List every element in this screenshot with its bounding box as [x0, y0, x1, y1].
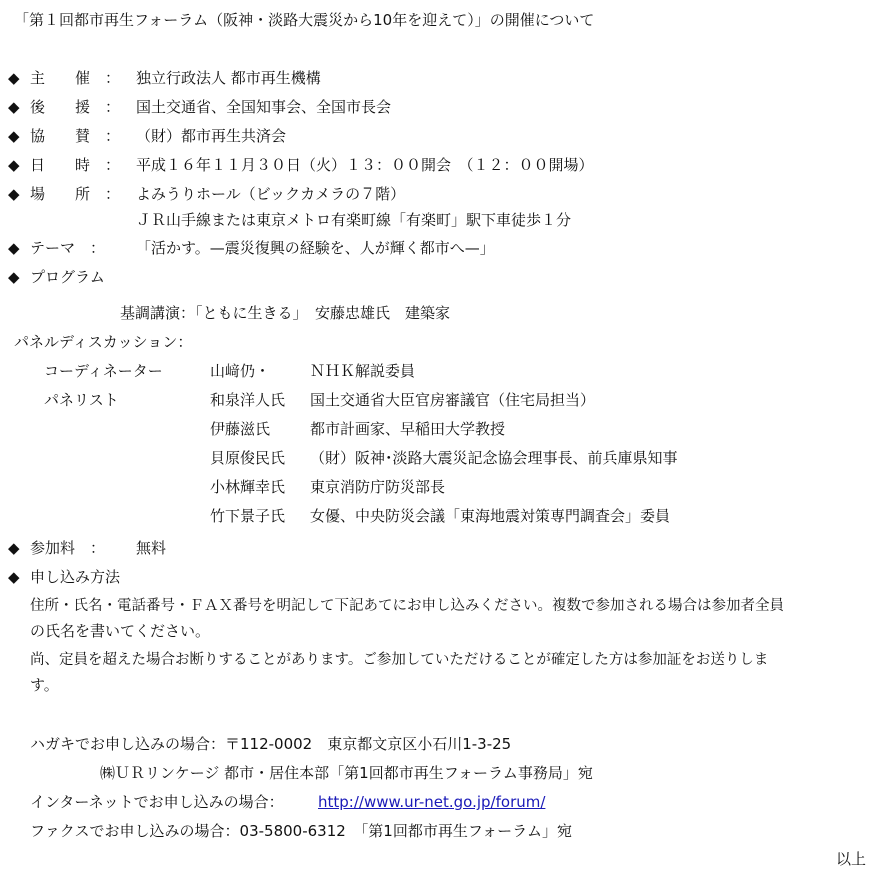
- organizer-value: 独立行政法人 都市再生機構: [136, 69, 321, 87]
- apply-label: 申し込み方法: [30, 568, 121, 586]
- person-name: 伊藤滋氏: [210, 420, 271, 438]
- internet-application: [30, 792, 546, 812]
- panelists-role: パネリスト: [44, 391, 119, 409]
- diamond-bullet-icon: ◆: [8, 239, 20, 257]
- support-label: 後 援 ：: [30, 98, 121, 116]
- postcard-address: ハガキでお申し込みの場合：〒112-0002 東京都文京区小石川1-3-25: [30, 735, 512, 753]
- panel-label: パネルディスカッション：: [14, 333, 193, 351]
- internet-label: インターネットでお申し込みの場合：: [30, 793, 284, 811]
- person-title: 東京消防庁防災部長: [310, 478, 446, 496]
- datetime-label: 日 時 ：: [30, 156, 121, 174]
- cosponsor-label: 協 賛 ：: [30, 127, 121, 145]
- fee-value: 無料: [136, 539, 167, 557]
- diamond-bullet-icon: ◆: [8, 539, 20, 557]
- person-title: ＮＨＫ解説委員: [310, 362, 416, 380]
- diamond-bullet-icon: ◆: [8, 185, 20, 203]
- fee-label: 参加料 ：: [30, 539, 106, 557]
- apply-paragraph-1-cont: の氏名を書いてください。: [30, 622, 211, 640]
- person-title: 都市計画家、早稲田大学教授: [310, 420, 506, 438]
- person-title: 国土交通省大臣官房審議官（住宅局担当）: [310, 391, 596, 409]
- person-title: 女優、中央防災会議「東海地震対策専門調査会」委員: [310, 507, 671, 525]
- support-value: 国土交通省、全国知事会、全国市長会: [136, 98, 392, 116]
- person-name: 小林輝幸氏: [210, 478, 286, 496]
- apply-paragraph-2-cont: す。: [30, 676, 59, 694]
- venue-label: 場 所 ：: [30, 185, 121, 203]
- person-name: 和泉洋人氏: [210, 391, 286, 409]
- forum-url-link[interactable]: http://www.ur-net.go.jp/forum/: [318, 793, 546, 811]
- fax-application: ファクスでお申し込みの場合：03-5800-6312 「第1回都市再生フォーラム」宛: [30, 822, 572, 840]
- datetime-value: 平成１６年１１月３０日（火）１３：００開会 （１２：００開場）: [136, 156, 594, 174]
- apply-paragraph-2: 尚、定員を超えた場合お断りすることがあります。ご参加していただけることが確定した方は参加証をお送りしま: [30, 652, 769, 668]
- diamond-bullet-icon: ◆: [8, 268, 20, 286]
- diamond-bullet-icon: ◆: [8, 69, 20, 87]
- theme-value: 「活かす。—震災復興の経験を、人が輝く都市へ—」: [136, 239, 495, 257]
- page-title: 「第１回都市再生フォーラム（阪神・淡路大震災から10年を迎えて）」の開催について: [14, 11, 595, 29]
- closing-mark: 以上: [836, 850, 867, 868]
- cosponsor-value: （財）都市再生共済会: [136, 127, 287, 145]
- diamond-bullet-icon: ◆: [8, 127, 20, 145]
- diamond-bullet-icon: ◆: [8, 156, 20, 174]
- diamond-bullet-icon: ◆: [8, 98, 20, 116]
- program-label: プログラム: [30, 268, 105, 286]
- keynote: 基調講演：「ともに生きる」 安藤忠雄氏 建築家: [120, 304, 451, 322]
- person-title: （財）阪神･淡路大震災記念協会理事長、前兵庫県知事: [310, 449, 678, 467]
- diamond-bullet-icon: ◆: [8, 568, 20, 586]
- coordinator-role: コーディネーター: [44, 362, 163, 380]
- apply-paragraph-1: 住所・氏名・電話番号・ＦＡＸ番号を明記して下記あてにお申し込みください。複数で参加される場合は参加者全員: [30, 598, 784, 614]
- postcard-addressee: ㈱ＵＲリンケージ 都市・居住本部「第1回都市再生フォーラム事務局」宛: [100, 764, 593, 782]
- organizer-label: 主 催 ：: [30, 69, 121, 87]
- person-name: 竹下景子氏: [210, 507, 286, 525]
- person-name: 貝原俊民氏: [210, 449, 286, 467]
- theme-label: テーマ ：: [30, 239, 106, 257]
- venue-access: ＪＲ山手線または東京メトロ有楽町線「有楽町」駅下車徒歩１分: [136, 211, 572, 229]
- person-name: 山﨑仍・: [210, 362, 271, 380]
- venue-value: よみうりホール（ビックカメラの７階）: [136, 185, 406, 203]
